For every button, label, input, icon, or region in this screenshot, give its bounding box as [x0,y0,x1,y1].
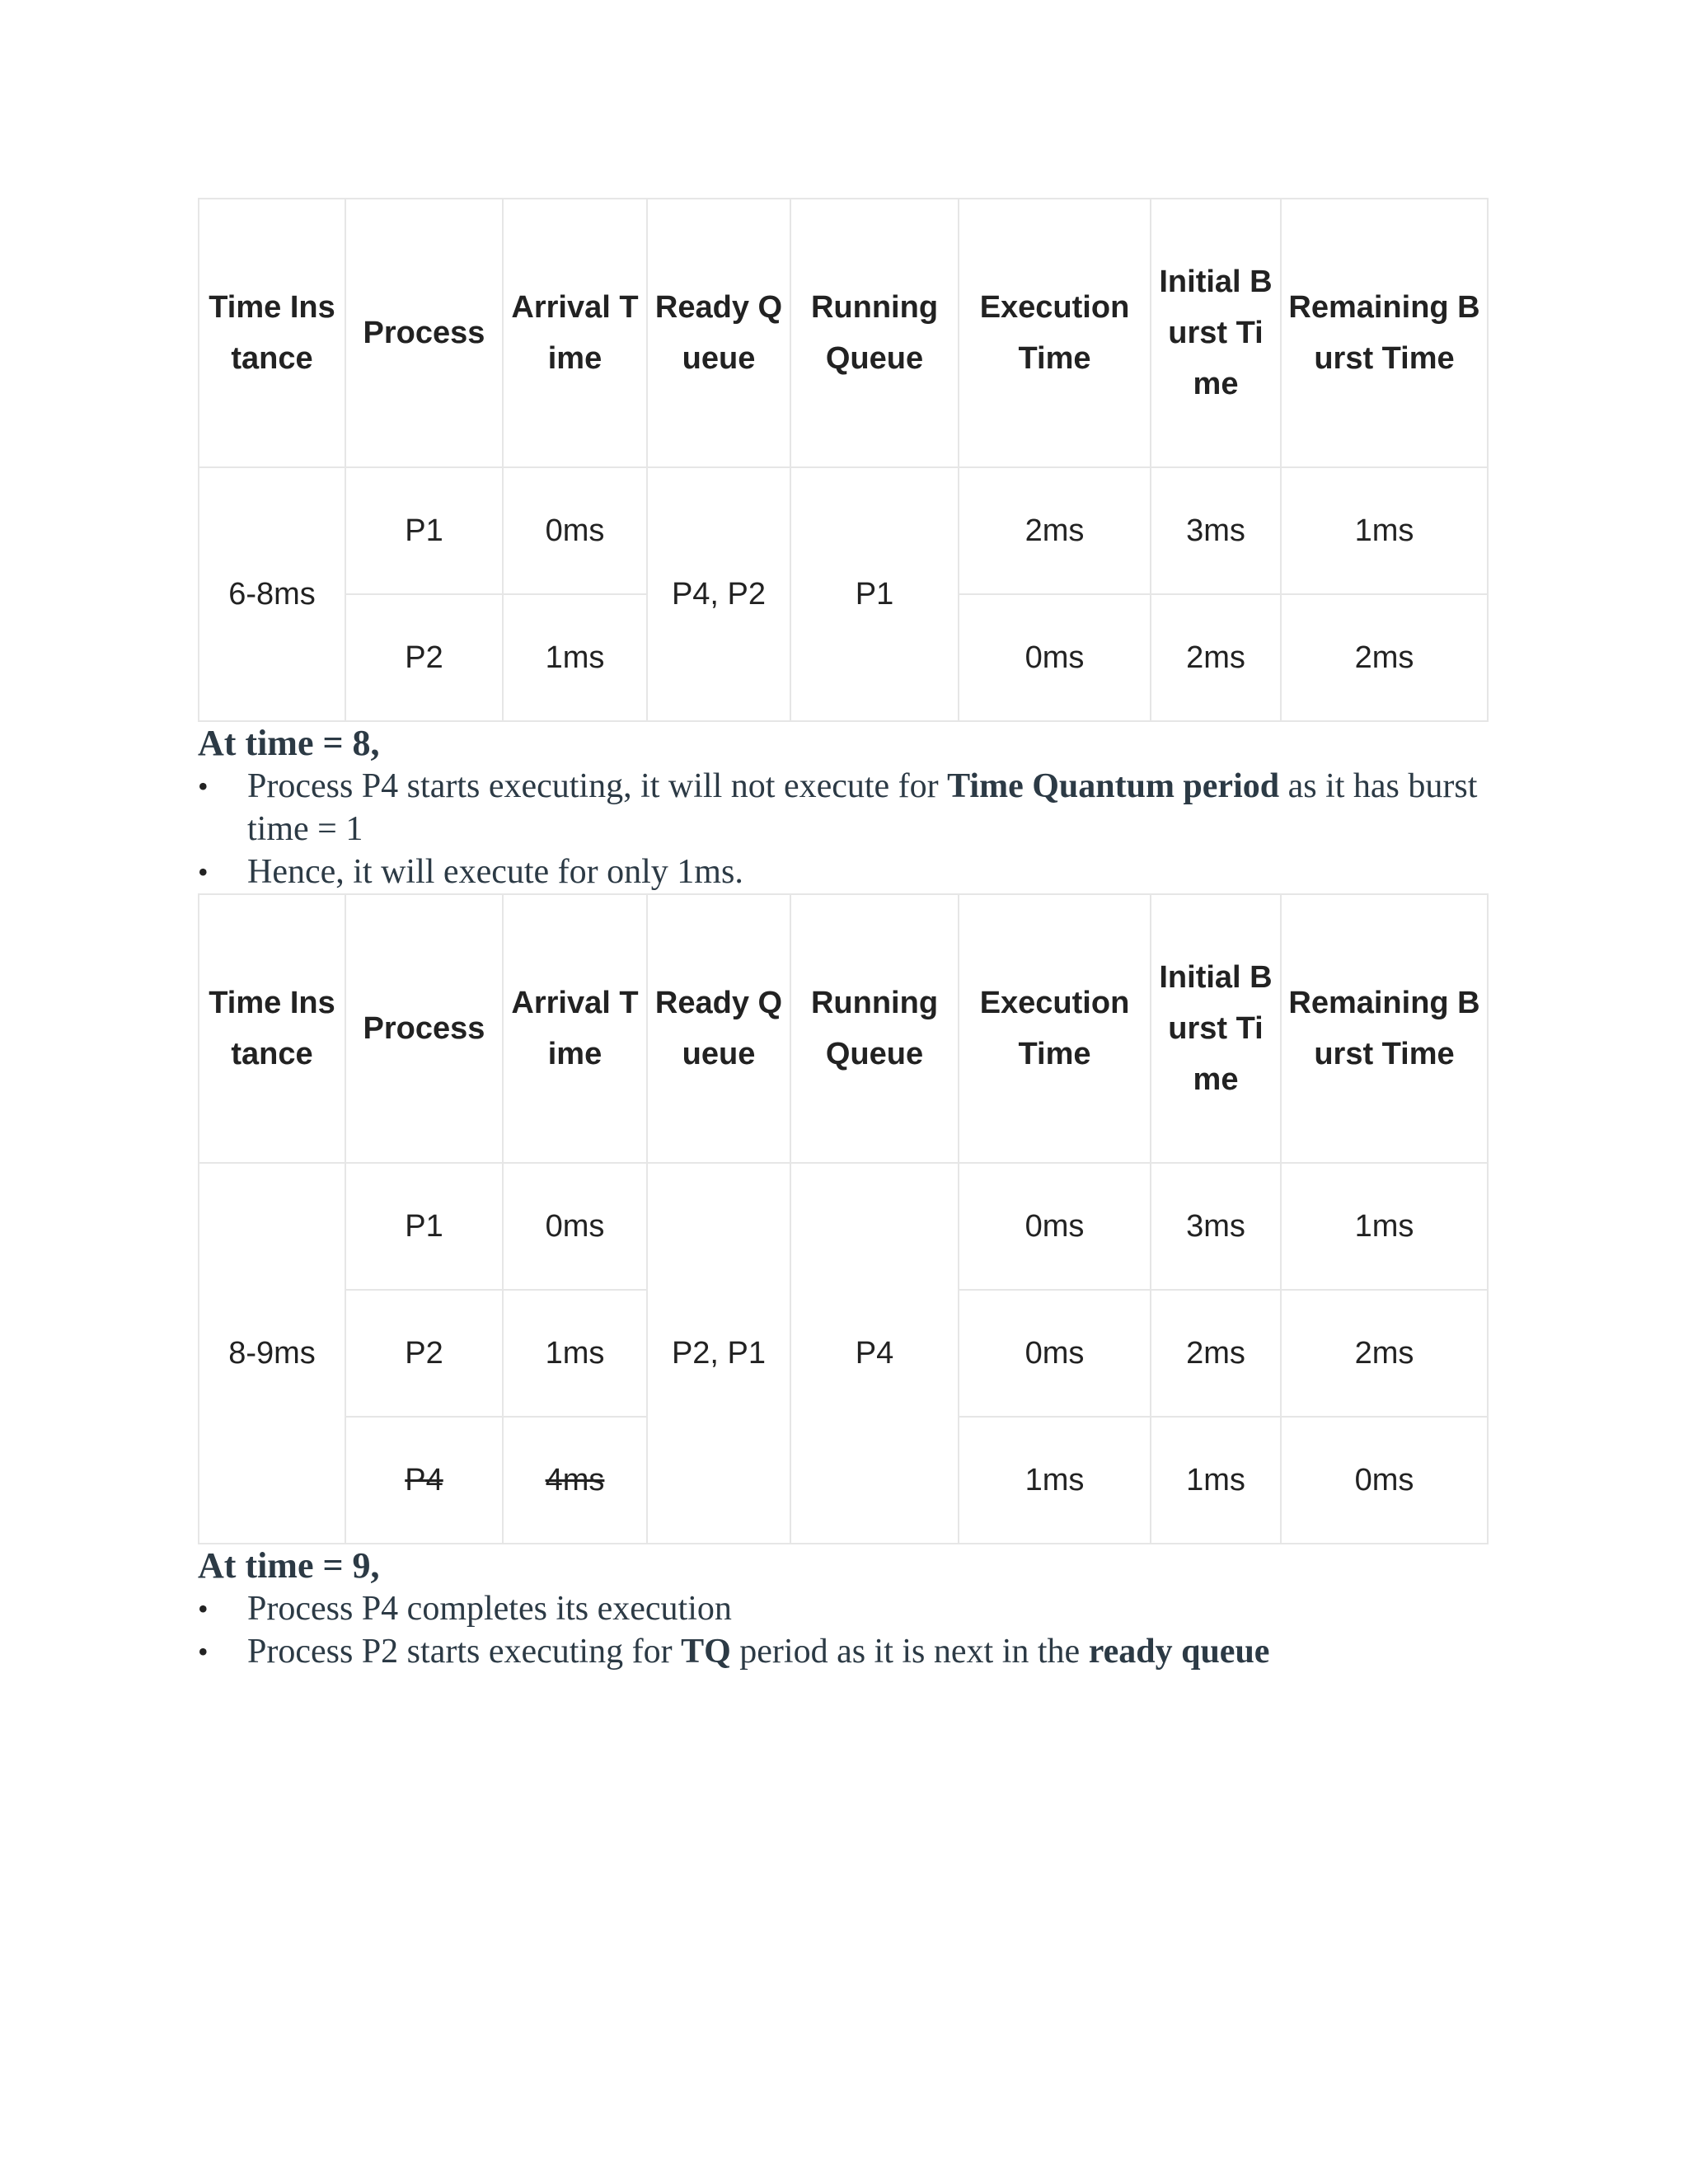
execution-cell: 1ms [959,1417,1151,1544]
note-time-8 [198,722,1487,893]
remaining-burst-cell: 0ms [1281,1417,1488,1544]
process-cell: P2 [345,1290,503,1417]
header-initial-burst-time: Initial Burst Time [1151,199,1281,467]
remaining-burst-cell: 2ms [1281,594,1488,721]
initial-burst-cell: 2ms [1151,1290,1281,1417]
remaining-burst-cell: 2ms [1281,1290,1488,1417]
bullet-text: as it has burst time = 1 [247,767,1478,848]
process-cell: P1 [345,467,503,594]
header-arrival-time: Arrival Time [503,199,647,467]
table-row [199,1163,1488,1290]
bullet-text: Process P4 completes its execution [247,1590,732,1628]
header-ready-queue: Ready Queue [647,199,790,467]
note-time-9 [198,1544,1487,1673]
document-page [198,198,1487,1673]
process-cell: P1 [345,1163,503,1290]
arrival-cell-struck: 4ms [503,1417,647,1544]
header-running-queue: Running Queue [790,199,959,467]
running-queue-cell: P4 [790,1163,959,1544]
arrival-cell: 0ms [503,467,647,594]
initial-burst-cell: 1ms [1151,1417,1281,1544]
execution-cell: 0ms [959,594,1151,721]
note-bullet-list [198,765,1487,893]
execution-cell: 2ms [959,467,1151,594]
time-instance-cell: 8-9ms [199,1163,345,1544]
list-item [198,1587,1487,1630]
note-heading: At time = 8, [198,723,380,763]
round-robin-table-1 [198,198,1489,722]
running-queue-cell: P1 [790,467,959,721]
note-heading: At time = 9, [198,1545,380,1586]
header-remaining-burst-time: Remaining Burst Time [1281,894,1488,1163]
bullet-bold-text: TQ [681,1633,731,1671]
initial-burst-cell: 3ms [1151,467,1281,594]
header-initial-burst-time: Initial Burst Time [1151,894,1281,1163]
remaining-burst-cell: 1ms [1281,1163,1488,1290]
list-item [198,765,1487,851]
header-running-queue: Running Queue [790,894,959,1163]
bullet-text: Hence, it will execute for only 1ms. [247,853,743,891]
table-header-row [199,199,1488,467]
initial-burst-cell: 2ms [1151,594,1281,721]
header-ready-queue: Ready Queue [647,894,790,1163]
bullet-text: Process P2 starts executing for [247,1633,682,1671]
header-execution-time: Execution Time [959,199,1151,467]
bullet-text: Process P4 starts executing, it will not execute for [247,767,948,805]
execution-cell: 0ms [959,1290,1151,1417]
header-execution-time: Execution Time [959,894,1151,1163]
time-instance-cell: 6-8ms [199,467,345,721]
bullet-text: period as it is next in the [730,1633,1089,1671]
header-time-instance: Time Instance [199,199,345,467]
arrival-cell: 1ms [503,594,647,721]
list-item [198,851,1487,893]
round-robin-table-2 [198,893,1489,1544]
arrival-cell: 0ms [503,1163,647,1290]
note-bullet-list [198,1587,1487,1673]
bullet-bold-text: ready queue [1088,1633,1270,1671]
header-process: Process [345,894,503,1163]
bullet-bold-text: Time Quantum period [947,767,1280,805]
initial-burst-cell: 3ms [1151,1163,1281,1290]
remaining-burst-cell: 1ms [1281,467,1488,594]
process-cell-struck: P4 [345,1417,503,1544]
arrival-cell: 1ms [503,1290,647,1417]
ready-queue-cell: P4, P2 [647,467,790,721]
execution-cell: 0ms [959,1163,1151,1290]
table-header-row [199,894,1488,1163]
header-time-instance: Time Instance [199,894,345,1163]
header-remaining-burst-time: Remaining Burst Time [1281,199,1488,467]
ready-queue-cell: P2, P1 [647,1163,790,1544]
list-item [198,1630,1487,1673]
header-process: Process [345,199,503,467]
process-cell: P2 [345,594,503,721]
header-arrival-time: Arrival Time [503,894,647,1163]
table-row [199,467,1488,594]
